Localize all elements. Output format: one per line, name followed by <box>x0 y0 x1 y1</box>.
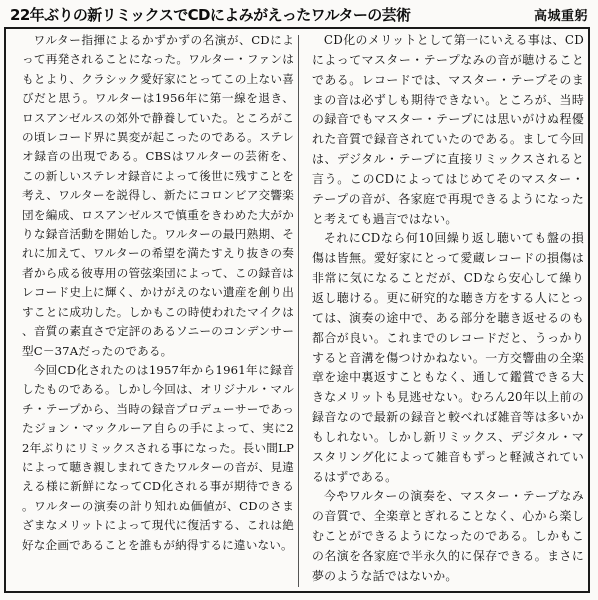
column-divider <box>298 35 299 587</box>
paragraph: 今回CD化されたのは1957年から1961年に録音したものである。しかし今回は、オリジナル・マルチ・テープから、当時の録音プロデューサーであったジョン・マックルーア自らの手によって、実に22年ぶりにリミックスされる事になった。長い間LPによって聴き親しまれてきたワルターの音が、見違える様に新鮮になってCD化される事が期待できる。ワルターの演奏の計り知れぬ価値が、CDのさまざまなメリットによって現代に復活する、これは絶好な企画であることを誰もが納得するに違いない。 <box>22 362 294 552</box>
right-column <box>312 31 584 587</box>
paragraph: それにCDなら何10回繰り返し聴いても盤の損傷は皆無。愛好家にとって愛蔵レコードの損傷は非常に気になることだが、CDなら安心して繰り返し聴ける。更に研究的な聴き方をする人にとっては、演奏の途中で、ある部分を聴き返せるのも都合が良い。これまでのレコードだと、うっかりすると音溝を傷つけかねない。一方交響曲の全楽章を途中裏返すこともなく、通して鑑賞できる大きなメリットも見逃せない。むろん20年以上前の録音なので最新の録音と較べれば雑音等は多いかもしれない。しかし新リミックス、デジタル・マスタリング化によって雑音もずっと軽減されているはずである。 <box>312 231 584 484</box>
paragraph: 今やワルターの演奏を、マスター・テープなみの音質で、全楽章とぎれることなく、心から楽しむことができるようになったのである。しかもこの名演を各家庭で半永久的に保存できる。まさに夢のような話ではないか。 <box>312 489 584 583</box>
article-header <box>0 0 598 27</box>
left-column <box>22 31 294 555</box>
article-title: 22年ぶりの新リミックスでCDによみがえったワルターの芸術 <box>10 6 411 24</box>
article-author: 高城重躬 <box>533 9 588 24</box>
paragraph: ワルター指揮によるかずかずの名演が、CDによって再発されることになった。ワルター・ファンはもとより、クラシック愛好家にとってこの上ない喜びだと思う。ワルターは1956年に第一線を退き、ロスアンゼルスの郊外で静養していた。ところがこの頃レコード界に異変が起こったのである。ステレオ録音の出現である。CBSはワルターの芸術を、この新しいステレオ録音によって後世に残すことを考え、ワルターを説得し、新たにコロンビア交響楽団を編成、ロスアンゼルスで慎重をきわめた大がかりな録音活動を開始した。ワルターの最円熟期、それに加えて、ワルターの希望を満たすえり抜きの奏者から成る彼専用の管弦楽団によって、この録音はレコード史上に輝く、かけがえのない遺産を創り出すことに成功した。しかもこの時使われたマイクは、音質の素直さで定評のあるソニーのコンデンサー型C－37Aだったのである。 <box>22 33 294 358</box>
paragraph: CD化のメリットとして第一にいえる事は、CDによってマスター・テープなみの音が聴けることである。レコードでは、マスター・テープそのままの音は必ずしも期待できない。ところが、当時の録音でもマスター・テープには思いがけぬ程優れた音質で録音されていたのである。まして今回は、デジタル・テープに直接リミックスされると言う。このCDによってはじめてそのマスター・テープの音が、各家庭で再現できるようになったと考えても過言ではない。 <box>312 33 584 226</box>
article-box <box>4 27 590 593</box>
